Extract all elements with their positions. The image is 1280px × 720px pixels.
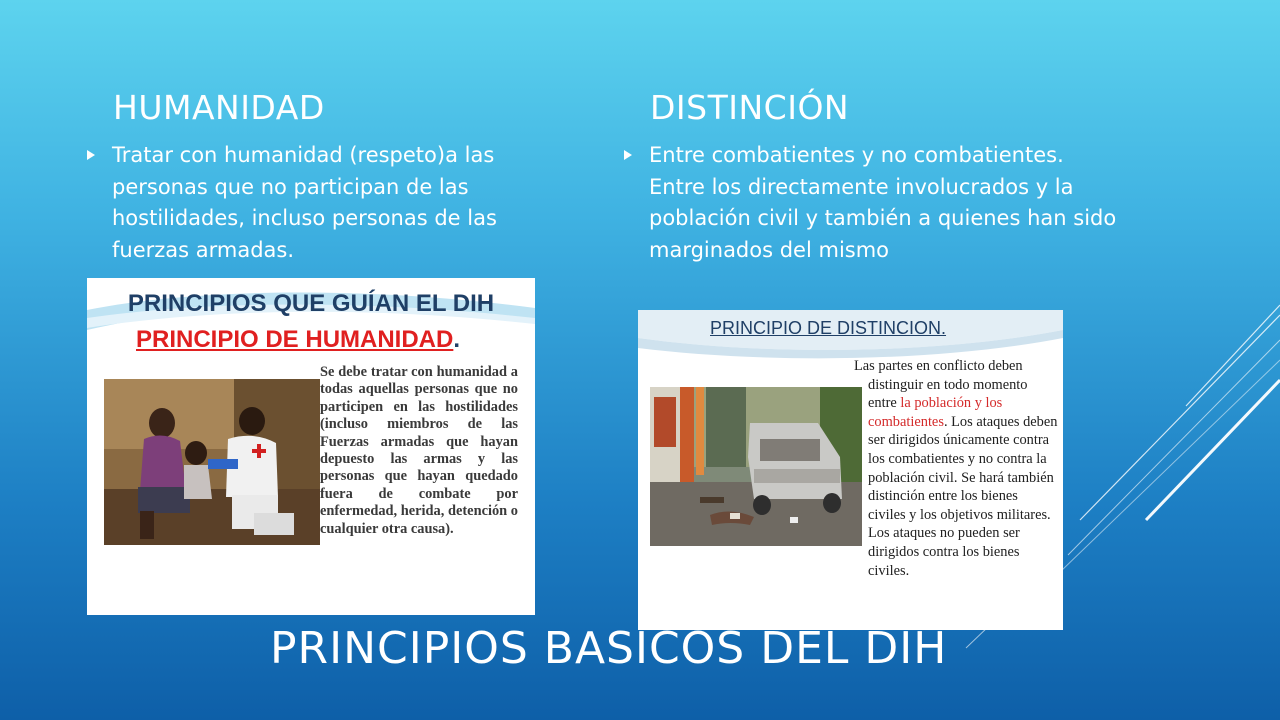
heading-distincion: DISTINCIÓN [650, 88, 850, 127]
photo-damaged-car [650, 387, 862, 546]
image-distincion-body-rest [854, 376, 1059, 581]
image-distincion-body [854, 357, 1059, 580]
slide-title: PRINCIPIOS BASICOS DEL DIH [270, 623, 948, 674]
image-principio-distincion[interactable] [638, 310, 1063, 630]
photo-red-cross-aid [104, 379, 320, 545]
image-principio-humanidad[interactable] [87, 278, 535, 615]
image-distincion-body-after-red: . Los ataques deben ser dirigidos únicamente contra los combatientes y no contra la población civil. Se hará también distinción entre los bienes civiles y los objetivos militares. Los ataques no pueden ser dirigidos contra los bienes civiles. [868, 413, 1058, 579]
image-distincion-body-before-red: distinguir en todo momento entre [868, 376, 1028, 412]
heading-humanidad: HUMANIDAD [113, 88, 325, 127]
image-humanidad-body: Se debe tratar con humanidad a todas aquellas personas que no participen en las hostilidades (incluso miembros de las Fuerzas armadas que hayan depuesto las armas y las personas que hayan quedado fuera de combate por enfermedad, herida, detención o cualquier otra causa). [320, 364, 518, 537]
image-title-humanidad [136, 326, 460, 354]
bullet-arrow-icon [87, 150, 95, 160]
image-title-humanidad-dot: . [453, 326, 461, 353]
bullet-arrow-icon [624, 150, 632, 160]
bullet-text-distincion: Entre combatientes y no combatientes. Entre los directamente involucrados y la población civil y también a quienes han sido marginados del mismo [649, 143, 1117, 262]
image-title-principios: PRINCIPIOS QUE GUÍAN EL DIH [127, 290, 495, 317]
bullet-humanidad [87, 140, 567, 266]
bullet-distincion [624, 140, 1124, 266]
image-title-humanidad-text: PRINCIPIO DE HUMANIDAD [136, 326, 454, 353]
image-title-distincion: PRINCIPIO DE DISTINCION. [710, 318, 947, 338]
bullet-text-humanidad: Tratar con humanidad (respeto)a las personas que no participan de las hostilidades, incluso personas de las fuerzas armadas. [112, 143, 497, 262]
image-distincion-body-red: la población y los combatientes [868, 395, 1003, 430]
image-distincion-body-first-line: Las partes en conflicto deben [854, 358, 1023, 374]
